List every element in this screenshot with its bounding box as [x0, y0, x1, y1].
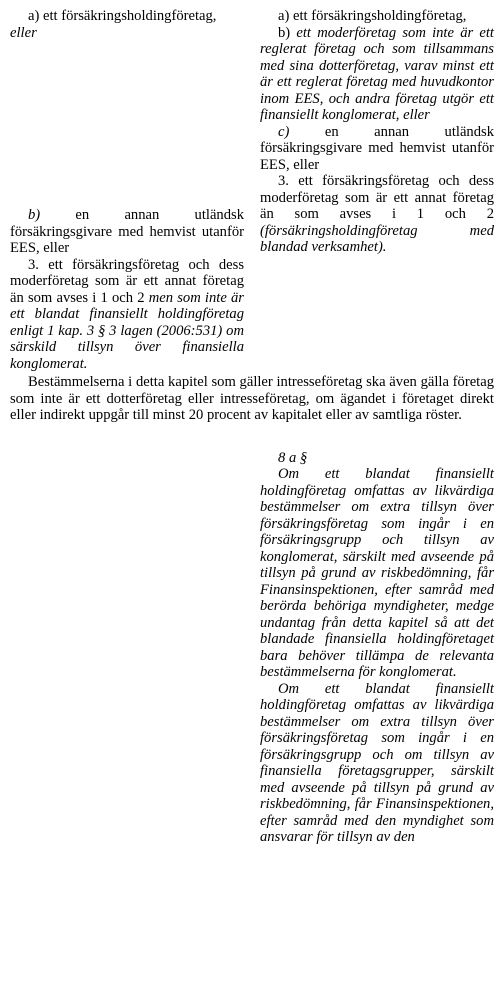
item-b-proposed	[260, 25, 494, 124]
item-b-italic: ett moderföretag som inte är ett reglerat företag och som tillsammans med sina dotterföretag, varav minst ett är ett reglerat företag med huvudkontor inom EES, och andra företag utgör ett finansiellt konglomerat, eller	[260, 24, 494, 123]
item-a-text: a) ett försäkringsholdingföretag,	[28, 8, 217, 24]
point-3-text: 3. ett försäkringsföretag och dess moderföretag som är ett annat företag än som avses i 1 och 2	[10, 256, 244, 306]
item-c-proposed	[260, 124, 494, 174]
item-b-current	[10, 207, 244, 257]
point-3-current	[10, 257, 244, 373]
item-a-proposed: a) ett försäkringsholdingföretag,	[278, 8, 467, 24]
section-paragraph-2: Om ett blandat finansiellt holdingföretag omfattas av likvärdiga bestämmelser om extra tillsyn över försäkringsföretag som ingår i en försäkringsgrupp och om tillsyn av finansiella företagsgrupper, särskilt med avseende på tillsyn på grund av riskbedömning, får Finansinspektionen, efter samråd med den myndighet som ansvarar för tillsyn av den	[260, 680, 494, 845]
comparison-block-top	[10, 8, 494, 372]
shared-paragraph: Bestämmelserna i detta kapitel som gäller intresseföretag ska även gälla företag som inte är ett dotterföretag eller intresseföretag, om ägandet i företaget direkt eller indirekt uppgår till minst 20 procent av kapitalet eller av samtliga röster.	[10, 374, 494, 423]
spacer	[10, 424, 494, 450]
item-a-current	[10, 8, 244, 41]
point-3-proposed	[260, 173, 494, 256]
item-c-label: c)	[278, 123, 290, 140]
document-page	[10, 8, 494, 846]
spacer	[10, 41, 244, 207]
point-3-text: 3. ett försäkringsföretag och dess moderföretag som är ett annat företag än som avses i 1 och 2	[260, 173, 494, 222]
item-b-label: b)	[28, 207, 41, 223]
point-3-italic: (försäkringsholdingföretag med blandad verksamhet).	[260, 222, 494, 255]
current-wording-column	[10, 8, 244, 372]
item-b-text: en annan utländsk försäkringsgivare med hemvist utanför EES, eller	[10, 207, 244, 256]
new-section-column	[260, 450, 494, 846]
point-3-italic: men som inte är ett blandat finansiellt holdingföretag enligt 1 kap. 3 § 3 lagen (2006:531) om särskild tillsyn över finansiella konglomerat.	[10, 289, 244, 372]
proposed-wording-column	[260, 8, 494, 372]
section-paragraph-1: Om ett blandat finansiellt holdingföretag omfattas av likvärdiga bestämmelser om extra tillsyn över försäkringsföretag som ingår i en försäkringsgrupp och tillsyn av konglomerat, särskilt med avseende på tillsyn på grund av riskbedömning, får Finansinspektionen, efter samråd med berörda behöriga myndigheter, medge undantag från detta kapitel så att det blandade finansiella holdingföretaget bara behöver tillämpa de relevanta bestämmelserna för konglomerat.	[260, 466, 494, 680]
item-b-label: b)	[278, 24, 297, 41]
item-a-italic: eller	[10, 24, 37, 41]
section-heading: 8 a §	[278, 449, 308, 466]
item-c-text: en annan utländsk försäkringsgivare med hemvist utanför EES, eller	[260, 123, 494, 173]
